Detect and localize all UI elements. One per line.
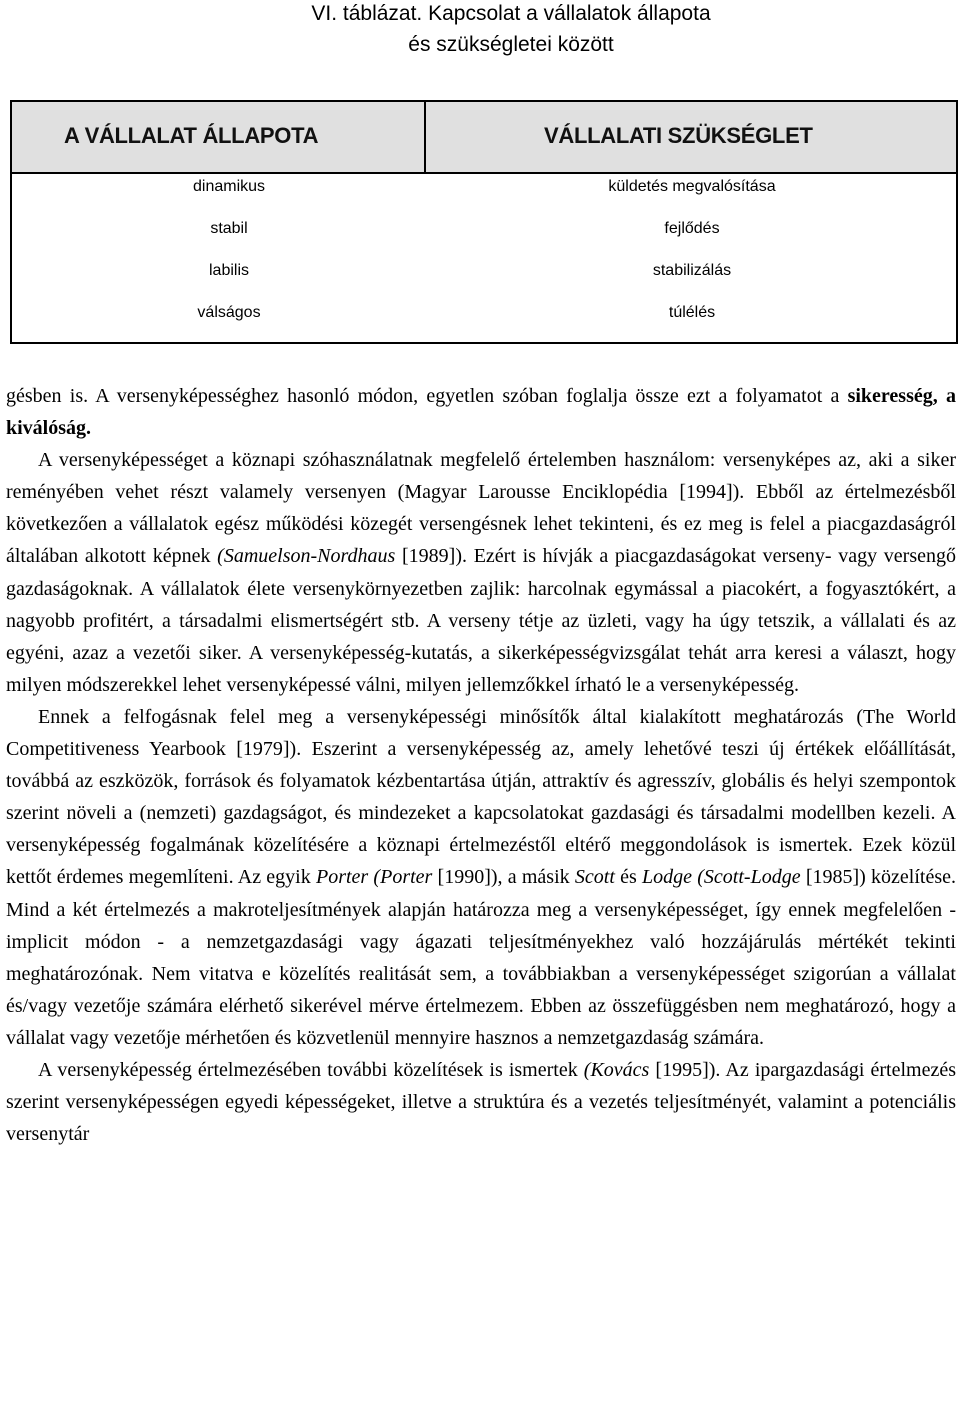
need-cell: stabilizálás xyxy=(652,262,732,279)
state-cell: dinamikus xyxy=(192,178,266,195)
citation-author: Porter (Porter xyxy=(315,866,433,889)
paragraph: gésben is. A versenyképességhez hasonló módon, egyetlen szóban foglalja össze ezt a folyamatot a sikeresség, a kiválóság. xyxy=(6,385,956,440)
paragraph: A versenyképesség értelmezésében további közelítések is ismertek (Kovács [1995]). Az ipargazdasági értelmezés szerint versenyképességen egyedi képességeket, illetve a struktúra és a vezetés teljesítményét, valamint a potenciális versenytár xyxy=(6,1058,956,1146)
body-text xyxy=(6,380,956,1150)
header-divider xyxy=(424,102,426,172)
paragraph: A versenyképességet a köznapi szóhasználatnak megfelelő értelemben használom: versenyképes az, aki a siker reményében vehet részt valamely versenyen (Magyar Larousse Enciklopédia [1994]). Ebből az értelmezésből következően a vállalatok egész működési közegét versengésnek lehet tekinteni, és ez meg is felel a piacgazdaságról általában alkotott képnek (Samuelson-Nordhaus [1989]). Ezért is hívják a piacgazdaságokat verseny- vagy versengő gazdaságoknak. A vállalatok élete versenykörnyezetben zajlik: harcolnak egymással a piacokért, a fogyasztókért, a nagyobb profitért, a társadalmi elismertségért stb. A verseny tétje az üzleti, vagy ha úgy tetszik, a vállalati és az egyéni, azaz a vezetői siker. A versenyképesség-kutatás, a sikerképességvizsgálat tehát arra keresi a választ, hogy milyen módszerekkel lehet versenyképessé válni, milyen jellemzőkkel írható le a versenyképesség. xyxy=(6,449,956,696)
need-cell: túlélés xyxy=(668,304,716,321)
state-cell: válságos xyxy=(197,304,261,321)
paragraph: Ennek a felfogásnak felel meg a versenyképességi minősítők által kialakított meghatározás (The World Competitiveness Yearbook [1979]). Eszerint a versenyképesség az, amely lehetővé teszi új értékek előállítását, továbbá az eszközök, források és folyamatok kézbentartása útján, attraktív és agresszív, globális és helyi szempontok szerint növeli a (nemzeti) gazdagságot, és mindezeket a kapcsolatokat gazdasági és társadalmi modellben kezeli. A versenyképesség fogalmának közelítésére a köznapi értelmezéstől eltérő meggondolások is ismertek. Ezek közül kettőt érdemes megemlíteni. Az egyik Porter (Porter [1990]), a másik Scott és Lodge (Scott-Lodge [1985]) közelítése. Mind a két értelmezés a makroteljesítmények alapján határozza meg a versenyképességet, így ennek megfelelően - implicit módon - a nemzetgazdasági vagy ágazati teljesítményekhez való hozzájárulás mértékét tekinti meghatározónak. Nem vitatva e közelítés realitását sem, a továbbiakban a versenyképességet szigorúan a vállalat és/vagy vezetője számára elérhető sikerével mérve értelmezem. Ebben az összefüggésben nem meghatározó, hogy a vállalat vagy vezetője mérhetően és közvetlenül mennyire hasznos a nemzetgazdaság számára. xyxy=(6,705,956,1049)
table-caption-line-2: és szükségletei között xyxy=(408,33,614,56)
citation-author: (Samuelson-Nordhaus xyxy=(217,545,396,568)
state-cell: labilis xyxy=(208,262,249,279)
citation-author: Lodge (Scott-Lodge xyxy=(642,866,801,889)
header-company-state: A VÁLLALAT ÁLLAPOTA xyxy=(64,123,319,148)
bold-emphasis: sikeresség, a kiválóság. xyxy=(6,385,956,440)
state-cell: stabil xyxy=(210,220,248,237)
need-cell: fejlődés xyxy=(664,220,720,237)
table-caption-line-1: VI. táblázat. Kapcsolat a vállalatok állapota xyxy=(311,2,711,25)
citation-author: Scott xyxy=(574,866,615,889)
table-header xyxy=(12,102,956,174)
header-company-need: VÁLLALATI SZÜKSÉGLET xyxy=(544,123,813,148)
need-cell: küldetés megvalósítása xyxy=(608,178,776,195)
citation-author: (Kovács xyxy=(583,1058,650,1081)
state-needs-table xyxy=(10,100,958,344)
